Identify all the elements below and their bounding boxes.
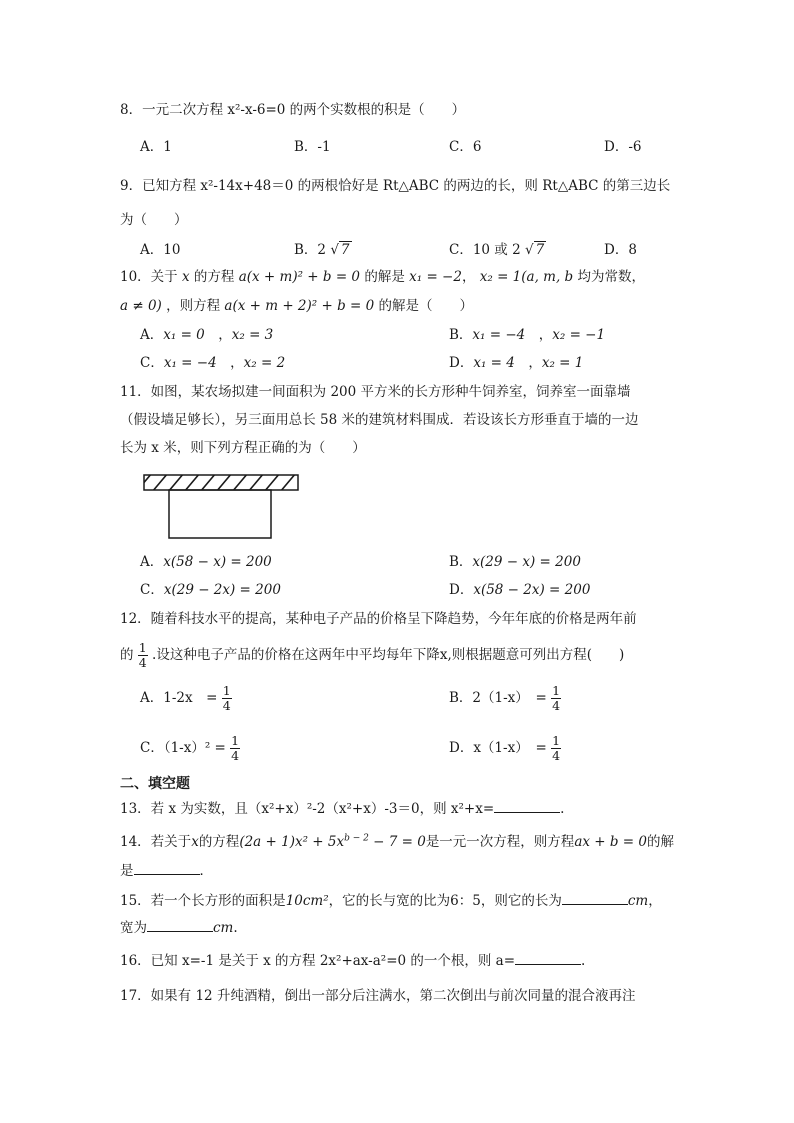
q11-stem-line3: 长为 x 米，则下列方程正确的为（ ） bbox=[120, 440, 366, 456]
q11-stem-line2: （假设墙足够长），另三面用总长 58 米的建筑材料围成．若设该长方形垂直于墙的一边 bbox=[120, 412, 639, 428]
q10-option-b: B．x₁ = −4 ，x₂ = −1 bbox=[449, 327, 606, 343]
q12-option-d bbox=[449, 733, 561, 763]
option-equation: x(58 − x) = 200 bbox=[163, 554, 272, 570]
q14-text: 是一元一次方程，则方程 bbox=[425, 834, 575, 850]
fraction-denominator: 4 bbox=[231, 748, 240, 763]
q9-option-d: D．8 bbox=[604, 242, 637, 258]
q11-option-c bbox=[140, 580, 281, 600]
q10-equation: a(x + m)² + b = 0 bbox=[238, 269, 361, 285]
q9-option-c bbox=[449, 240, 546, 260]
q15-text: ， bbox=[648, 893, 662, 909]
sqrt-radicand: 7 bbox=[535, 242, 545, 258]
option-label: C．（1-x）² = bbox=[140, 740, 226, 756]
sqrt-radicand: 7 bbox=[340, 242, 350, 258]
q12-option-c bbox=[140, 733, 240, 763]
option-root: x₂ = 3 bbox=[231, 327, 274, 343]
answer-blank bbox=[562, 890, 628, 905]
fraction bbox=[551, 734, 561, 763]
fraction-denominator: 4 bbox=[552, 698, 561, 713]
fraction-denominator: 4 bbox=[222, 698, 231, 713]
q15-text: 15．若一个长方形的面积是 bbox=[120, 893, 286, 909]
q9-stem-line2: 为（ ） bbox=[120, 212, 188, 228]
q12-option-b bbox=[449, 683, 561, 713]
q16-end: . bbox=[581, 953, 586, 969]
q17: 17．如果有 12 升纯酒精，倒出一部分后注满水，第二次倒出与前次同量的混合液再注 bbox=[120, 988, 636, 1004]
q9-option-a: A．10 bbox=[140, 242, 181, 258]
q10-option-a: A．x₁ = 0 ，x₂ = 3 bbox=[140, 327, 274, 343]
q12-stem-line2 bbox=[120, 640, 624, 670]
q9-stem-line1: 9．已知方程 x²-14x+48＝0 的两根恰好是 Rt△ABC 的两边的长，则 Rt△ABC 的第三边长 bbox=[120, 178, 671, 194]
option-label: B． bbox=[449, 554, 473, 570]
q9-option-b-label: B．2 bbox=[294, 242, 327, 258]
option-equation: x(58 − 2x) = 200 bbox=[473, 582, 591, 598]
option-root: x₂ = −1 bbox=[552, 327, 606, 343]
q10-text: ，则方程 bbox=[166, 298, 221, 314]
option-root: x₁ = −4 bbox=[163, 355, 217, 371]
answer-blank bbox=[147, 917, 213, 932]
q8-stem: 8．一元二次方程 x²-x-6=0 的两个实数根的积是（ ） bbox=[120, 102, 466, 118]
q14-line2 bbox=[120, 860, 213, 881]
fraction-denominator: 4 bbox=[552, 748, 561, 763]
q10-text: 10．关于 bbox=[120, 269, 178, 285]
fraction-numerator: 1 bbox=[222, 683, 231, 698]
fraction-denominator: 4 bbox=[138, 655, 147, 670]
q16-text: 16．已知 x=-1 是关于 x 的方程 2x²+ax-a²=0 的一个根，则 a= bbox=[120, 953, 516, 969]
q8-option-d: D．-6 bbox=[604, 139, 642, 155]
q15-end: . bbox=[233, 920, 238, 936]
q10-condition: a ≠ 0) bbox=[120, 298, 162, 314]
sqrt-symbol: √ 7 bbox=[330, 242, 350, 258]
option-root: x₂ = 1 bbox=[541, 355, 584, 371]
q11-stem-line1: 11．如图，某农场拟建一间面积为 200 平方米的长方形种牛饲养室，饲养室一面靠墙 bbox=[120, 384, 631, 400]
fraction bbox=[222, 684, 232, 713]
q14-equation2: ax + b = 0 bbox=[574, 834, 647, 850]
q14-equation: (2a + 1)x² + 5x bbox=[239, 834, 345, 850]
q12-option-a bbox=[140, 683, 232, 713]
option-label: A． bbox=[140, 327, 164, 343]
q16 bbox=[120, 950, 585, 971]
q11-option-b bbox=[449, 552, 581, 572]
q10-option-c: C．x₁ = −4 ，x₂ = 2 bbox=[140, 355, 286, 371]
wall-hatching bbox=[140, 473, 305, 492]
q8-option-c: C．6 bbox=[449, 139, 482, 155]
q15-unit: cm bbox=[627, 893, 649, 909]
q13 bbox=[120, 798, 564, 819]
q11-figure bbox=[140, 470, 305, 545]
q13-text: 13．若 x 为实数，且（x²+x）²-2（x²+x）-3＝0，则 x²+x= bbox=[120, 801, 495, 817]
q15-unit: cm bbox=[213, 920, 234, 936]
option-root: x₁ = −4 bbox=[472, 327, 526, 343]
option-root: x₂ = 2 bbox=[243, 355, 286, 371]
q10-text: 的解是 bbox=[364, 269, 405, 285]
q14-text: 的方程 bbox=[198, 834, 240, 850]
q12-text: 的 bbox=[120, 647, 134, 663]
q15-line1 bbox=[120, 890, 662, 911]
q15-area: 10cm² bbox=[285, 893, 329, 909]
option-label: D． bbox=[449, 582, 474, 598]
fraction-numerator: 1 bbox=[231, 733, 240, 748]
q15-text: 宽为 bbox=[120, 920, 147, 936]
fraction-numerator: 1 bbox=[138, 640, 147, 655]
q11-option-a bbox=[140, 552, 272, 572]
q10-stem-line1: 10．关于 x 的方程 a(x + m)² + b = 0 的解是 x₁ = −2， x₂ = 1(a, m, b 均为常数， bbox=[120, 269, 645, 285]
option-label: A．1-2x = bbox=[140, 690, 218, 706]
option-equation: x(29 − x) = 200 bbox=[472, 554, 581, 570]
q10-text: 均为常数， bbox=[577, 269, 645, 285]
q14-text: 是 bbox=[120, 863, 134, 879]
q12-stem-line1: 12．随着科技水平的提高，某种电子产品的价格呈下降趋势，今年年底的价格是两年前 bbox=[120, 611, 637, 627]
q14-text: 的解 bbox=[647, 834, 674, 850]
q14-text: 14．若关于 bbox=[120, 834, 192, 850]
option-label: B． bbox=[449, 327, 473, 343]
option-label: B．2（1-x） = bbox=[449, 690, 547, 706]
fraction bbox=[138, 641, 148, 670]
q14-var: x bbox=[191, 834, 199, 850]
q10-stem-line2 bbox=[120, 296, 473, 316]
q14-line1 bbox=[120, 832, 674, 852]
fraction bbox=[230, 734, 240, 763]
q15-text: ，它的长与宽的比为6：5，则它的长为 bbox=[328, 893, 562, 909]
option-label: A． bbox=[140, 554, 164, 570]
q10-text: 的解是（ ） bbox=[378, 298, 474, 314]
q14-exponent: b − 2 bbox=[344, 833, 369, 844]
option-root: x₁ = 0 bbox=[163, 327, 205, 343]
sqrt-symbol: √ 7 bbox=[524, 242, 545, 258]
q15-line2 bbox=[120, 917, 238, 938]
fraction-numerator: 1 bbox=[552, 733, 561, 748]
option-label: C． bbox=[140, 355, 164, 371]
q13-end: . bbox=[560, 801, 565, 817]
q8-option-a: A．1 bbox=[140, 139, 172, 155]
q9-option-b bbox=[294, 240, 352, 260]
q12-text: .设这种电子产品的价格在这两年中平均每年下降x,则根据题意可列出方程( ) bbox=[152, 647, 625, 663]
q10-option-d: D．x₁ = 4 ，x₂ = 1 bbox=[449, 355, 584, 371]
option-label: D．x（1-x） = bbox=[449, 740, 547, 756]
answer-blank bbox=[494, 798, 560, 813]
option-label: C． bbox=[140, 582, 164, 598]
fraction bbox=[551, 684, 561, 713]
q11-option-d bbox=[449, 580, 590, 600]
option-label: D． bbox=[449, 355, 474, 371]
fraction-numerator: 1 bbox=[552, 683, 561, 698]
wall bbox=[144, 475, 298, 490]
enclosure-rectangle bbox=[169, 490, 271, 538]
q10-root: x₁ = −2 bbox=[409, 269, 462, 285]
section-title: 二、填空题 bbox=[120, 776, 190, 792]
q10-text: 的方程 bbox=[193, 269, 235, 285]
option-equation: x(29 − 2x) = 200 bbox=[163, 582, 281, 598]
option-root: x₁ = 4 bbox=[473, 355, 515, 371]
q10-var: x bbox=[181, 269, 190, 285]
answer-blank bbox=[515, 950, 581, 965]
q10-equation: a(x + m + 2)² + b = 0 bbox=[224, 298, 375, 314]
q14-end: ． bbox=[199, 863, 213, 879]
q14-equation-tail: − 7 = 0 bbox=[368, 834, 426, 850]
q9-option-c-label: C．10 或 2 bbox=[449, 242, 521, 258]
answer-blank bbox=[134, 860, 200, 875]
q8-option-b: B．-1 bbox=[294, 139, 331, 155]
q10-root: x₂ = 1(a, m, b bbox=[479, 269, 574, 285]
